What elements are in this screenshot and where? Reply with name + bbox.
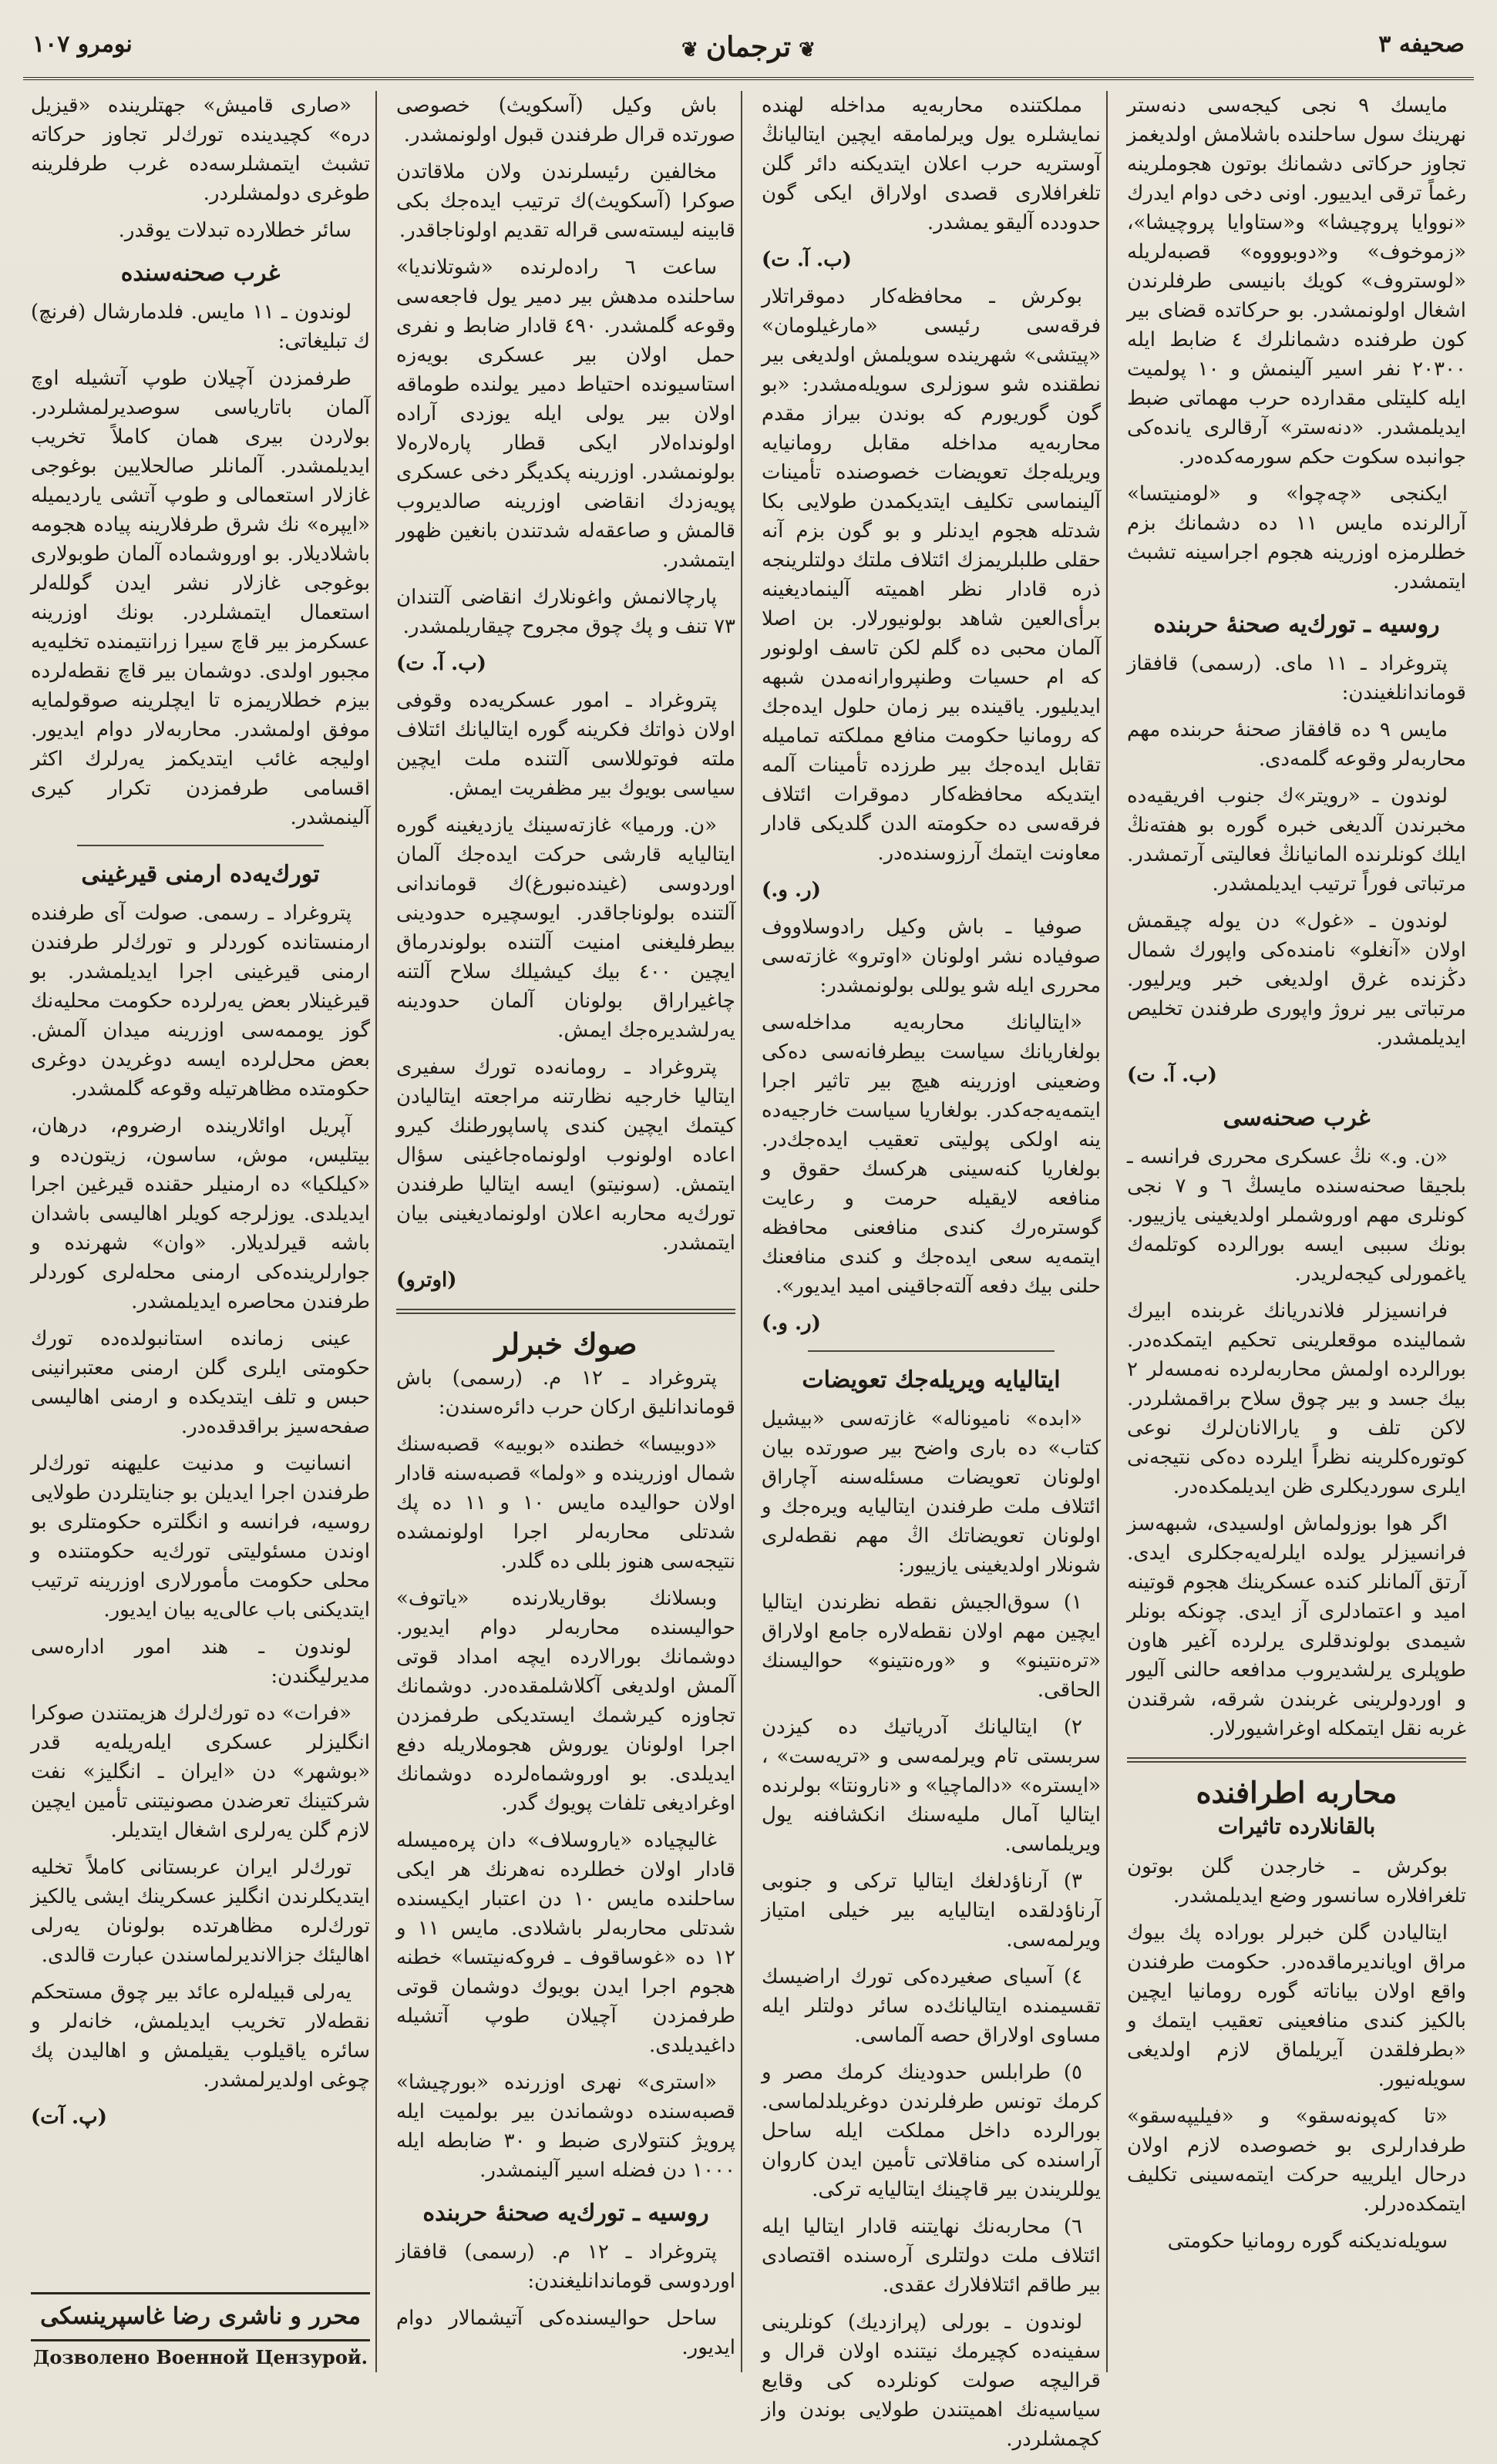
paragraph: یه‌رلی قبیله‌لره عائد بیر چوق مستحكم نقطه‌لار تخریب ایدیلمش، خانه‌لر و سائره یاقیلوب یقیلمش و اهالیدن پك چوغی اولدیرلمشدر. [31,1981,370,2092]
paragraph: مملكتنده محاربه‌یه مداخله لهنده نمایشلره یول ویرلمامقه ایچین ایتالیانڭ آوستریه حرب اعلان ایتدیكنه دائر گلن تلغرافلاری قصدی اولاراق ایكی گون حدودده آلیقو یمشدر. [762,94,1101,234]
paragraph: بوكرش ـ خارجدن گلن بوتون تلغرافلاره سانسور وضع ایدیلمشدر. [1127,1855,1466,1908]
issue-number-label: نومرو ١٠٧ [32,31,133,58]
article-title: محاربه اطرافنده [1196,1775,1398,1810]
divider [77,845,324,846]
column-rule [741,91,742,2372]
column-rule [375,91,377,2372]
paragraph: لوندون ـ «غول» دن یوله چیقمش اولان «آنغلو» نامنده‌كی واپورك شمال دڭزنده غرق اولدیغی خبر ویرلیور. مرتباتی بیر نروژ واپوری طرفندن تخلیص ایدیلمشدر. [1127,909,1466,1050]
section-heading: روسیه ـ تورك‌یه صحنهٔ حربنده [422,2200,709,2227]
masthead [23,23,1474,80]
divider [808,1350,1055,1352]
column-rule [1106,91,1108,2372]
paragraph: «ن. ورمیا» غازته‌سینك یازدیغینه گوره ایتالیایه قارشی حركت ایده‌جك آلمان اوردوسی (غینده‌نبورغ)ك قوماندانی آلتنده بولوناجاقدر. ایوسچیره حدودینی بیطرفلیغنی امنیت آلتنده بولوندرماق ایچین ٤٠٠ بیك كیشیلك سلاح آلتنه چاغیراراق بولونان آلمان حدودینه یه‌رلشدیره‌جك ایمش. [396,814,735,1042]
divider [1127,1757,1466,1763]
source-citation: (اوترو) [396,1269,457,1292]
paragraph: پتروغراد ـ ١٢ م. (رسمی) قافقاز اوردوسی قوماندانلیغندن: [396,2240,735,2293]
column-2 [762,91,1101,2451]
paragraph: ٤) آسیای صغیرده‌كی تورك اراضیسك تقسیمنده ایتالیانك‌ده سائر دولتلر ایله مساوی اولاراق حصه آلماسی. [762,1965,1101,2047]
page-number-label: صحیفه ٣ [1378,31,1465,58]
paragraph: مخالفین رئیسلرندن ولان ملاقاتدن صوكرا (آسكویث)ك ترتیب ایده‌جك بكی قابینه لیسته‌سی قراله تقدیم اولوناجاقدر. [396,160,735,242]
paragraph: انسانیت و مدنیت علیهنه تورك‌لر طرفندن اجرا ایدیلن بو جنایتلردن طولایی روسیه، فرانسه و انگلتره حكومتلری بو اوندن مسئولیتی تورك‌یه حكومتنده و محلی حكومت مأمورلاری اوزرینه ترتیب ایتدیكنی باب عالی‌یه بیان ایدیور. [31,1452,370,1622]
censor-approval: Дозволено Военной Цензурой. [33,2346,368,2368]
paragraph: پتروغراد ـ ١١ مای. (رسمی) قافقاز قوماندانلغیندن: [1127,652,1466,704]
section-heading: تورك‌یه‌ده ارمنی قیرغینی [81,861,320,888]
paragraph: لوندون ـ هند امور اداره‌سی مدیرلیگندن: [31,1635,370,1688]
paragraph: ساحل حوالیسنده‌كی آتیشمالار دوام ایدیور. [396,2307,735,2359]
divider [396,1309,735,1314]
paragraph: لوندون ـ ١١ مایس. فلدمارشال (فرنچ) ك تبلیغاتی: [31,301,370,353]
paragraph: ١) سوق‌الجیش نقطه نظرندن ایتالیا ایچین مهم اولان نقطه‌لاره جامع اولاراق «تره‌نتینو» و «وره‌نتینو» حوالیسنك الحاقی. [762,1591,1101,1702]
section-heading: غرب صحنه‌سنده [120,260,281,287]
paragraph: طرفمزدن آچیلان طوپ آتشیله اوچ آلمان باتاریاسی سوصدیرلمشلردر. بولاردن بیری همان كاملاً تخریب ایدیلمشدر. آلمانلر صالحلایین بوغوجی غازلار استعمالی و طوپ آتشی یاردیمیله «ایپره» نك شرق طرفلارینه پیاده هجومه باشلادیلار. بو اوروشماده آلمان طوبولاری بوغوجی غازلار نشر ایدن گولله‌لر استعمال ایتمشلردر. بونك اوزرینه عسكرمز بیر قاچ سیرا زرانتیمنده تخلیه‌یه مجبور اولدی. دوشمان بیر قاچ نقطه‌لرده بیزم خطلاریمزه تا ایچلرینه صوقولمایه موفق اولمشدر. محاربه‌لار دوام ایدیور. اولیجه غائب ایتدیكمز یه‌رلرك اكثر اقسامی طرفمزدن تكرار كیری آلینمشدر. [31,367,370,829]
paragraph: پتروغراد ـ رسمی. صولت آی طرفنده ارمنستانده كوردلر و تورك‌لر طرفندن ارمنی قیرغینی اجرا ایدیلمشدر. بو قیرغینلار بعض یه‌رلرده حكومت محلیه‌نك گوز یوممه‌سی اوزرینه میدان آلمش. بعض محل‌لرده ایسه دوغریدن دوغری حكومتده مظاهرتیله وقوعه گلمشدر. [31,902,370,1101]
newspaper-title [23,31,1474,63]
paragraph: غالیچیاده «یاروسلاف» دان پره‌میسله قادار اولان خطلرده نه‌هرنك هر ایكی ساحلنده مایس ١٠ دن اعتبار ایكیسنده شدتلی محاربه‌لر باشلادی. مایس ١١ و ١٢ ده «غوساقوف ـ فروكه‌نیتسا» خطنه هجوم اجرا ایدن بویوك دوشمان قوتی طرفمزدن آچیلان طوپ آتشیله داغیدیلدی. [396,1829,735,2057]
article-title: صوك خبرلر [494,1326,637,1361]
section-heading: ایتالیایه ویریله‌جك تعویضات [802,1366,1061,1393]
paragraph: ٦) محاربه‌نك نهایتنه قادار ایتالیا ایله ائتلاف ملت دولتلری آره‌سنده اقتصادی بیر طاقم ائتلافلارك عقدی. [762,2215,1101,2297]
paragraph: باش وكیل (آسكویث) خصوصی صورتده قرال طرفندن قبول اولونمشدر. [396,94,735,146]
paragraph: بوكرش ـ محافظه‌كار دموقراتلار فرقه‌سی رئیسی «مارغیلومان» «پیتشی» شهرینده سویلمش اولدیغی بیر نطقنده شو سوزلری سویله‌مشدر: «بو گون گوریورم كه بوندن بیراز مقدم محاربه‌یه مداخله مقابل رومانیایه ویریله‌جك تعویضات خصوصنده تأمینات آلینماسی تكلیف ایتدیكمدن طولایی بكا شدتله هجوم ایدنلر و بو گون بزم آنه حقلی طلبلریمزك ائتلاف ملتك دولتلرینجه ذره قادار نظر اهمیته آلینمادیغینه برأی‌العین شاهد بولونیورلار. بن اصلا آلمان محبی ده گلم لكن تاسف اولونور كه ام حسیات وطنپروارانه‌مدن شبهه ایدیلیور. یاقینده بیر زمان حلول ایده‌جك كه رومانیا حكومت منافع مملكته تمامیله تقابل ایده‌جك بیر طرزده تأمینات آلمه ایتدیكه محافظه‌كار دموقرات ائتلاف فرقه‌سی ده حكومته الدن گلدیكی قادار معاونت ایتمك آرزوسنده‌در. [762,285,1101,865]
paragraph: پارچالانمش واغونلارك انقاضی آلتندان ٧٣ تنف و پك چوق مجروح چیقاریلمشدر. [396,586,735,638]
ornament-icon: ❦ [799,39,816,62]
paragraph: ایكنجی «چه‌چوا» و «لومنیتسا» آرالرنده مایس ١١ ده دشمانك بزم خطلرمزه اوزرینه هجوم اجراسینه تشبث ایتمشدر. [1127,482,1466,593]
paragraph: «استری» نهری اوزرنده «بورچیشا» قصبه‌سنده دوشماندن بیر بولمیت ایله پرویژ كنتولاری ضبط و ٣٠ ضابطه ایله ١٠٠٠ دن فضله اسیر آلینمشدر. [396,2071,735,2182]
paragraph: «ایتالیانك محاربه‌یه مداخله‌سی بولغاریانك سیاست بیطرفانه‌سی ده‌كی وضعینی اوزرینه هیچ بیر تاثیر اجرا ایتمه‌یه‌جه‌كدر. بولغاریا سیاست خارجیه‌ده ینه اولكی پولیتی تعقیب ایده‌جك‌در. بولغاریا كنه‌سینی هركسك حقوق و منافعه لایقیله حرمت و رعایت گوستره‌رك كندی منافعنی محافظه ایتمه‌یه سعی ایده‌جك و كندی منافعنك حلنی بیك دفعه آلته‌جاقینی امید ایدیور». [762,1011,1101,1298]
column-4 [31,91,370,2372]
paragraph: اگر هوا بوزولماش اولسیدی، شبهه‌سز فرانسیزلر یولده ایلرله‌یه‌جكلری ایدی. آرتق آلمانلر كنده عسكرینك هجوم قوتینه امید و اعتمادلری آز ایدی. چونكه بونلر شیمدی بولوندقلری یرلرده آغیر هاون طوپلری یرلشدیروب مدافعه حالنی آلیور و اوردولرینی غربندن شرقه، شرقندن غربه نقل ایتمكله اوغراشیورلار. [1127,1512,1466,1740]
article-subtitle: بالقانلارده تاثیرات [1217,1814,1376,1839]
paragraph: پتروغراد ـ امور عسكریه‌ده وقوفی اولان ذواتك فكرینه گوره ایتالیانك ائتلاف ملته فوتوللاسی آلتنده ملت ایچین سیاسی بویوك بیر مظفریت ایمش. [396,689,735,800]
paragraph: ایتالیادن گلن خبرلر بوراده پك بیوك مراق اویاندیرماقده‌در. حكومت طرفندن واقع اولان بیاناته گوره رومانیا ایچین بالكیز كندی منافعینی تعقیب ایتمك و «بطرفلقدن آیریلماق لازم اولدیغی سویله‌نیور. [1127,1921,1466,2091]
paragraph: ٢) ایتالیانك آدریاتیك ده كیزدن سربستی تام ویرلمه‌سی و «تریه‌ست» ، «ایستره» «دالماچیا» و «نارونتا» بولرنده ایتالیا آمال ملیه‌سنك انكشافنه یول ویریلماسی. [762,1716,1101,1856]
paragraph: لوندون ـ بورلی (پرازدیك) كونلرینی سفینه‌ده كچیرمك نیتنده اولان قرال و قرالیچه صولت كونلرده كی وقایع سیاسیه‌نك اهمیتندن طولایی بوندن واز كچمشلردر. [762,2311,1101,2451]
paragraph: «ابده» نامیوناله» غازته‌سی «بیشیل كتاب» ده باری واضح بیر صورتده بیان اولونان تعویضات مسئله‌سنه آچاراق ائتلاف ملت طرفندن ایتالیایه ویره‌جك و اولونان تعویضاتك اڭ مهم نقطه‌لری شونلار اولدیغینی یازییور: [762,1407,1101,1577]
paragraph: «دوبیسا» خطنده «بوبیه» قصبه‌سنك شمال اوزرینده و «ولما» قصبه‌سنه قادار اولان حوالیده مایس ١٠ و ١١ ده پك شدتلی محاربه‌لر اجرا اولونمشده نتیجه‌سی هنوز بللی ده گلدر. [396,1433,735,1573]
paragraph: سائر خطلارده تبدلات یوقدر. [118,219,352,242]
column-3 [396,91,735,2372]
paragraph: تورك‌لر ایران عربستانی كاملاً تخلیه ایتدیكلرندن انگلیز عسكرینك ایشی یالكیز تورك‌لره مظاهرتده بولونان یه‌رلی اهالیئك جزالاندیرلماسندن عبارت قالدی. [31,1856,370,1967]
paragraph: مایس ٩ ده قافقاز صحنهٔ حربنده مهم محاربه‌لر وقوعه گلمه‌دی. [1127,718,1466,771]
paragraph: «تا كه‌پونه‌سقو» و «فیلیپه‌سقو» طرفدارلری بو خصوصده لازم اولان درحال ایلرییه حركت ایتمه‌سینی تكلیف ایتمكده‌درلر. [1127,2105,1466,2216]
paragraph: «صاری قامیش» جهتلرینده «قیزیل دره» كچیدینده تورك‌لر تجاوز حركاته تشبث ایتمشلرسه‌ده غرب طرفلرینه طوغری دولمشلردر. [31,94,370,205]
paragraph: مایسك ٩ نجی كیجه‌سی دنه‌ستر نهرینك سول ساحلنده باشلامش اولدیغمز تجاوز حركاتی دشمانك بوتون هجوملرینه رغماً ترقی ایدییور. اونی دخی دوام ایدرك «نووایا پروچیشا» و«ستاوایا پروچیشا»، «زموخوف» و«دوبوووه» قصبه‌لریله «لوستروف» كویك بانیسی طرفلرندن اشغال اولونمشدر. بو حركاتده قضای بیر كون طرفنده دشمانلرك ٤ ضابط ایله ٢٠٣٠٠ نفر اسیر آلینمش و ١٠ پولمیت ایله كلیتلی مقدارده حرب مهماتی ضبط ایدیلمشدر. «دنه‌ستر» آرقالری یانده‌كی جوانبده سكوت حكم سورمه‌كده‌در. [1127,94,1467,469]
paragraph: «فرات» ده تورك‌لرك هزیمتندن صوكرا انگلیزلر عسكری ایله‌ریله‌یه قدر «بوشهر» دن «ایران ـ انگلیز» نفت شركتینك تعرضدن مصونیتنی تأمین ایچین لازم گلن یه‌رلری اشغال ایتدیلر. [31,1702,370,1842]
publisher-box [31,2292,370,2341]
paragraph: ساعت ٦ راده‌لرنده «شوتلاندیا» ساحلنده مدهش بیر دمیر یول فاجعه‌سی وقوعه گلمشدر. ٤٩٠ قادار ضابط و نفری حمل اولان بیر عسكری بویه‌زه استاسیونده احتیاط دمیر یولنده طوماقه اولان بیر یولی ایله یوزدی آراده اولونداه‌لار ایكی قطار پاره‌لاره‌لا بولونمشدر. اوزرینه پكدیگر دخی عسكری پویه‌زدك انقاضی اوزرینه صالدیروب قالمش و صاعقه‌له شدتندن بانغین ظهور ایتمشدر. [396,256,736,572]
paragraph: پتروغراد ـ ١٢ م. (رسمی) باش قوماندانلیق اركان حرب دائره‌سندن: [396,1366,735,1419]
paragraph: «ن. و.» نڭ عسكری محرری فرانسه ـ بلجیقا صحنه‌سنده مایسڭ ٦ و ٧ نجی كونلری مهم اوروشملر اولدیغینی یازییور. بونك سببی ایسه بورالرده كوتلمه‌ك یاغمورلی كیجه‌لریدر. [1127,1145,1466,1286]
paragraph: عینی زمانده استانبولده‌ده تورك حكومتی ایلری گلن ارمنی معتبرانینی حبس و تلف ایتدیكده و ارمنی اهالیسی صفحه‌سیز براقدقده‌در. [31,1327,370,1438]
source-citation: (ب. آ. ت) [396,652,486,675]
paragraph: فرانسیزلر فلاندریانك غربنده ابیرك شمالینده موقعلرینی تحكیم ایتمكده‌در. بورالرده اولمش محاربه‌لرده نه‌مسه‌لر ٢ بیك جسد و بیر چوق سلاح براقمشلردر. لاكن تلف و یارالانان‌لرك نوعی كوتوره‌كلرینه نظراً ایلرده ده‌كی نتیجه‌نی ایلری سوردیكلری ظن ایدیلمكده‌در. [1127,1299,1466,1498]
source-citation: (پ. آت) [31,2106,107,2129]
source-citation: (ب. آ. ت) [762,248,852,271]
source-citation: (ر. و.) [762,1312,821,1335]
section-heading: غرب صحنه‌سی [1223,1104,1371,1131]
source-citation: (ب. آ. ت) [1127,1064,1217,1087]
paragraph: صوفیا ـ باش وكیل رادوسلاووف صوفیاده نشر اولونان «اوترو» غازته‌سی محرری ایله شو یوللی بولونمشدر: [762,916,1101,997]
publisher-line: محرر و ناشری رضا غاسپرینسكی [40,2303,361,2330]
paragraph: آپریل اوائلارینده ارضروم، درهان، بیتلیس، موش، ساسون، زیتون‌ده و «كیلكیا» ده ارمنیلر حقنده قیرغین اجرا ایدیلدی. یوزلرجه كویلر اهالیسی باشدان باشه قیرلدیلار. «وان» شهرنده و جوارلرینده‌كی ارمنی محله‌لری كوردلر طرفندن محاصره ایدیلمشدر. [31,1114,370,1313]
source-citation: (ر. و.) [762,879,821,902]
newspaper-title-text: ترجمان [705,31,792,63]
paragraph: ٥) طرابلس حدودینك كرمك مصر و كرمك تونس طرفلرندن دوغریلدلماسی. بورالرده داخل مملكت ایله ساحل آراسنده كی مناقلاتی تأمین ایدن كاروان یوللریندن بیر قاچینك ایتالیایه تركی. [762,2061,1101,2201]
paragraph: پتروغراد ـ رومانه‌ده تورك سفیری ایتالیا خارجیه نظارتنه مراجعته ایتالیادن كیتمك ایچین كندی پاساپورطنك كیرو اعاده اولونوب اولونماه‌جاغینی سؤال ایتمش. (سونیتو) ایسه ایتالیا طرفندن تورك‌یه محاربه اعلان اولونمادیغینی بیان ایتمشدر. [396,1056,735,1255]
paragraph: ٣) آرناؤدلغك ایتالیا تركی و جنوبی آرناؤدلقده ایتالیایه بیر خیلی امتیاز ویرلمه‌سی. [762,1870,1101,1951]
section-heading: روسیه ـ تورك‌یه صحنهٔ حربنده [1153,611,1440,638]
ornament-icon: ❦ [681,39,698,62]
article-columns [31,91,1467,2451]
paragraph: وبسلانك بوقاریلارنده «یاتوف» حوالیسنده محاربه‌لر دوام ایدیور. دوشمانك بورالارده ایچه امداد قوتی آلمش اولدیغی آكلاشلمقده‌در. دوشمانك تجاوزه كیرشمك ایستدیكی طرفمزدن اجرا اولونان یوروش هجوملاریله دفع ایدیلدی. بو اوروشماه‌لرده دوشمانك اوغرادیغی تلفات پویوك گدر. [396,1587,735,1815]
paragraph: لوندون ـ «رویتر»ك جنوب افریقیه‌ده مخبرندن آلدیغی خبره گوره بو هفته‌نڭ ایلك كونلرنده المانیانڭ فعالیتی آرتمشدر. مرتباتی فوراً ترتیب ایدیلمشدر. [1127,785,1466,896]
paragraph: سویله‌ندیكنه گوره رومانیا حكومتی [1167,2230,1448,2253]
column-1 [1127,91,1466,2372]
